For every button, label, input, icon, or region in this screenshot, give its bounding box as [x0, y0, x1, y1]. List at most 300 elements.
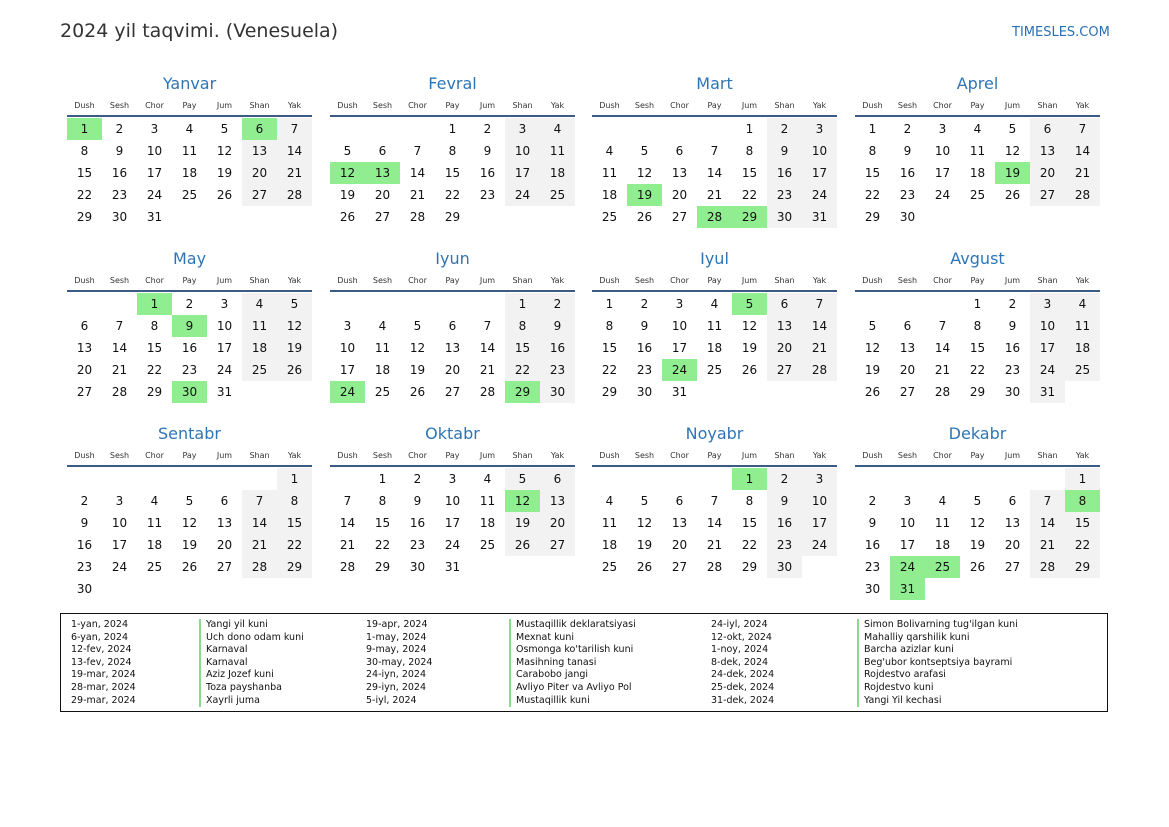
day-cell: 20 [374, 188, 391, 202]
day-cell: 29 [1065, 556, 1100, 578]
empty-cell [277, 578, 312, 600]
day-cell: 16 [111, 166, 128, 180]
day-cell: 4 [483, 472, 492, 486]
weekday-label: Sesh [897, 100, 918, 110]
empty-cell [855, 468, 890, 490]
day-cell: 13 [242, 140, 277, 162]
week-row [592, 206, 837, 228]
week-row [855, 293, 1100, 315]
day-cell: 12 [505, 490, 540, 512]
legend-date: 29-iyn, 2024 [366, 681, 427, 693]
legend-holiday-name: Osmonga ko'tarilish kuni [509, 644, 636, 657]
day-cell: 10 [216, 319, 233, 333]
day-cell: 16 [76, 538, 93, 552]
day-cell: 20 [76, 363, 93, 377]
day-cell: 8 [605, 319, 614, 333]
day-cell: 7 [710, 494, 719, 508]
day-cell: 14 [706, 166, 723, 180]
day-cell: 25 [242, 359, 277, 381]
week-row [330, 337, 575, 359]
day-cell: 21 [277, 162, 312, 184]
day-cell: 17 [505, 162, 540, 184]
day-cell: 30 [409, 560, 426, 574]
day-cell: 9 [640, 319, 649, 333]
week-row [592, 512, 837, 534]
empty-cell [662, 118, 697, 140]
empty-cell [67, 468, 102, 490]
day-cell: 2 [767, 118, 802, 140]
day-cell: 28 [111, 385, 128, 399]
day-cell: 15 [864, 166, 881, 180]
day-cell: 10 [505, 140, 540, 162]
day-cell: 10 [1030, 315, 1065, 337]
legend-holiday-name: Karnaval [199, 657, 304, 670]
weekday-header [855, 270, 1100, 292]
day-cell: 4 [378, 319, 387, 333]
day-cell: 11 [479, 494, 496, 508]
week-row [592, 140, 837, 162]
day-cell: 27 [76, 385, 93, 399]
week-row [855, 578, 1100, 600]
day-cell: 17 [111, 538, 128, 552]
day-cell: 28 [277, 184, 312, 206]
brand-link[interactable]: TIMESLES.COM [1012, 25, 1110, 40]
legend-holiday-name: Xayrli juma [199, 695, 304, 708]
week-row [67, 578, 312, 600]
day-cell: 27 [216, 560, 233, 574]
day-cell: 7 [277, 118, 312, 140]
weekday-label: Shan [774, 100, 795, 110]
month-name: Noyabr [685, 424, 744, 443]
day-cell: 6 [767, 293, 802, 315]
day-cell: 1 [378, 472, 387, 486]
day-cell: 17 [216, 341, 233, 355]
empty-cell [470, 206, 505, 228]
day-cell: 10 [146, 144, 163, 158]
day-cell: 12 [636, 166, 653, 180]
weekday-label: Dush [862, 275, 883, 285]
day-cell: 5 [868, 319, 877, 333]
day-cell: 30 [636, 385, 653, 399]
empty-cell [925, 293, 960, 315]
day-cell: 27 [671, 210, 688, 224]
empty-cell [1065, 206, 1100, 228]
empty-cell [207, 206, 242, 228]
legend-names-column-3 [857, 619, 1018, 707]
week-row [592, 162, 837, 184]
empty-cell [662, 468, 697, 490]
day-cell: 31 [216, 385, 233, 399]
day-cell: 15 [601, 341, 618, 355]
month-name: Sentabr [158, 424, 221, 443]
empty-cell [890, 468, 925, 490]
day-cell: 8 [1065, 490, 1100, 512]
day-cell: 7 [1030, 490, 1065, 512]
weekday-label: Sesh [109, 275, 130, 285]
weekday-label: Shan [774, 450, 795, 460]
week-row [330, 293, 575, 315]
weekday-label: Dush [74, 100, 95, 110]
day-cell: 23 [111, 188, 128, 202]
legend-holiday-name: Mahalliy qarshilik kuni [857, 632, 1018, 645]
day-cell: 13 [216, 516, 233, 530]
day-cell: 21 [1030, 534, 1065, 556]
month-name: Mart [696, 74, 733, 93]
week-row [67, 206, 312, 228]
day-cell: 31 [890, 578, 925, 600]
day-cell: 8 [80, 144, 89, 158]
day-cell: 18 [146, 538, 163, 552]
empty-cell [330, 118, 365, 140]
weekday-label: Sesh [109, 450, 130, 460]
day-cell: 29 [374, 560, 391, 574]
day-cell: 10 [671, 319, 688, 333]
weekday-label: Jum [741, 450, 758, 460]
day-cell: 21 [1065, 162, 1100, 184]
empty-cell [242, 206, 277, 228]
day-cell: 18 [1065, 337, 1100, 359]
day-cell: 23 [767, 534, 802, 556]
month-yanvar [67, 73, 312, 228]
day-cell: 10 [899, 516, 916, 530]
week-row [330, 556, 575, 578]
day-cell: 19 [995, 162, 1030, 184]
day-cell: 26 [636, 210, 653, 224]
empty-cell [767, 381, 802, 403]
day-cell: 2 [640, 297, 649, 311]
day-cell: 30 [172, 381, 207, 403]
weekday-label: Chor [933, 100, 952, 110]
empty-cell [330, 468, 365, 490]
empty-cell [855, 293, 890, 315]
day-cell: 6 [903, 319, 912, 333]
empty-cell [697, 381, 732, 403]
weekday-header [67, 445, 312, 467]
empty-cell [172, 468, 207, 490]
weekday-label: Dush [599, 275, 620, 285]
day-cell: 13 [767, 315, 802, 337]
day-cell: 26 [216, 188, 233, 202]
day-cell: 20 [242, 162, 277, 184]
week-row [855, 512, 1100, 534]
legend-holiday-name: Masihning tanasi [509, 657, 636, 670]
day-cell: 4 [710, 297, 719, 311]
weekday-label: Jum [479, 100, 496, 110]
day-cell: 10 [934, 144, 951, 158]
day-cell: 2 [868, 494, 877, 508]
day-cell: 27 [1004, 560, 1021, 574]
day-cell: 6 [1008, 494, 1017, 508]
weekday-label: Pay [707, 450, 722, 460]
day-cell: 13 [1004, 516, 1021, 530]
day-cell: 24 [146, 188, 163, 202]
day-cell: 7 [938, 319, 947, 333]
day-cell: 21 [339, 538, 356, 552]
day-cell: 24 [662, 359, 697, 381]
day-cell: 17 [802, 512, 837, 534]
day-cell: 22 [277, 534, 312, 556]
month-sentabr [67, 423, 312, 600]
legend-date: 12-okt, 2024 [711, 631, 772, 643]
day-cell: 23 [899, 188, 916, 202]
day-cell: 2 [1008, 297, 1017, 311]
empty-cell [627, 118, 662, 140]
weekday-label: Jum [741, 275, 758, 285]
empty-cell [400, 293, 435, 315]
weekday-label: Chor [145, 100, 164, 110]
empty-cell [365, 293, 400, 315]
weekday-label: Shan [249, 100, 270, 110]
week-row [592, 337, 837, 359]
day-cell: 1 [745, 122, 754, 136]
day-cell: 22 [76, 188, 93, 202]
weekday-header [592, 445, 837, 467]
day-cell: 20 [899, 363, 916, 377]
legend-date: 1-may, 2024 [366, 631, 427, 643]
legend-holiday-name: Mustaqillik deklaratsiyasi [509, 619, 636, 632]
day-cell: 19 [409, 363, 426, 377]
day-cell: 25 [925, 556, 960, 578]
day-cell: 20 [1004, 538, 1021, 552]
day-cell: 21 [409, 188, 426, 202]
week-row [855, 315, 1100, 337]
day-cell: 27 [1030, 184, 1065, 206]
day-cell: 14 [479, 341, 496, 355]
week-row [330, 184, 575, 206]
day-cell: 22 [505, 359, 540, 381]
weekday-label: Jum [741, 100, 758, 110]
day-cell: 16 [767, 512, 802, 534]
day-cell: 15 [505, 337, 540, 359]
day-cell: 11 [181, 144, 198, 158]
day-cell: 6 [220, 494, 229, 508]
day-cell: 22 [741, 188, 758, 202]
day-cell: 8 [150, 319, 159, 333]
weekday-label: Dush [337, 275, 358, 285]
week-row [330, 315, 575, 337]
legend-dates-column-3 [711, 619, 774, 707]
legend-names-column-2 [509, 619, 636, 707]
empty-cell [172, 206, 207, 228]
empty-cell [365, 118, 400, 140]
week-row [855, 534, 1100, 556]
day-cell: 28 [409, 210, 426, 224]
weekday-label: Chor [145, 450, 164, 460]
empty-cell [540, 206, 575, 228]
day-cell: 3 [220, 297, 229, 311]
day-cell: 13 [899, 341, 916, 355]
day-cell: 20 [767, 337, 802, 359]
day-cell: 27 [899, 385, 916, 399]
day-cell: 20 [540, 512, 575, 534]
day-cell: 31 [146, 210, 163, 224]
day-cell: 8 [277, 490, 312, 512]
week-row [67, 315, 312, 337]
day-cell: 28 [1030, 556, 1065, 578]
day-cell: 3 [505, 118, 540, 140]
weekday-label: Yak [1075, 275, 1090, 285]
day-cell: 25 [1065, 359, 1100, 381]
day-cell: 24 [216, 363, 233, 377]
day-cell: 26 [339, 210, 356, 224]
week-row [67, 118, 312, 140]
legend-date: 8-dek, 2024 [711, 656, 769, 668]
day-cell: 18 [242, 337, 277, 359]
day-cell: 3 [1030, 293, 1065, 315]
day-cell: 24 [505, 184, 540, 206]
empty-cell [242, 468, 277, 490]
empty-cell [1065, 381, 1100, 403]
day-cell: 6 [242, 118, 277, 140]
day-cell: 17 [934, 166, 951, 180]
day-cell: 9 [903, 144, 912, 158]
day-cell: 2 [185, 297, 194, 311]
day-cell: 29 [444, 210, 461, 224]
day-cell: 10 [444, 494, 461, 508]
day-cell: 29 [601, 385, 618, 399]
month-fevral [330, 73, 575, 228]
day-cell: 9 [767, 140, 802, 162]
day-cell: 1 [1065, 468, 1100, 490]
day-cell: 23 [767, 184, 802, 206]
empty-cell [697, 468, 732, 490]
legend-holiday-name: Rojdestvo kuni [857, 682, 1018, 695]
week-row [855, 184, 1100, 206]
holiday-legend [60, 613, 1108, 712]
month-iyul [592, 248, 837, 403]
legend-dates-column-1 [71, 619, 136, 707]
day-cell: 7 [710, 144, 719, 158]
day-cell: 15 [741, 516, 758, 530]
weekday-label: Yak [1075, 450, 1090, 460]
day-cell: 15 [1065, 512, 1100, 534]
day-cell: 3 [675, 297, 684, 311]
week-row [67, 556, 312, 578]
day-cell: 24 [1030, 359, 1065, 381]
week-row [330, 140, 575, 162]
weekday-label: Yak [812, 275, 827, 285]
day-cell: 30 [864, 582, 881, 596]
empty-cell [1065, 578, 1100, 600]
week-row [67, 512, 312, 534]
weekday-header [330, 270, 575, 292]
legend-date: 31-dek, 2024 [711, 694, 775, 706]
day-cell: 21 [934, 363, 951, 377]
day-cell: 5 [1008, 122, 1017, 136]
day-cell: 24 [802, 184, 837, 206]
weekday-label: Dush [862, 450, 883, 460]
day-cell: 13 [540, 490, 575, 512]
day-cell: 11 [146, 516, 163, 530]
week-row [67, 359, 312, 381]
day-cell: 25 [601, 210, 618, 224]
day-cell: 30 [767, 556, 802, 578]
day-cell: 14 [934, 341, 951, 355]
month-name: Yanvar [162, 74, 217, 93]
day-cell: 14 [111, 341, 128, 355]
day-cell: 1 [448, 122, 457, 136]
day-cell: 28 [706, 560, 723, 574]
day-cell: 22 [444, 188, 461, 202]
day-cell: 2 [80, 494, 89, 508]
week-row [330, 468, 575, 490]
weekday-label: Sesh [634, 450, 655, 460]
weekday-header [855, 95, 1100, 117]
day-cell: 31 [671, 385, 688, 399]
week-row [330, 490, 575, 512]
day-cell: 11 [706, 319, 723, 333]
day-cell: 22 [864, 188, 881, 202]
day-cell: 5 [277, 293, 312, 315]
day-cell: 13 [671, 166, 688, 180]
empty-cell [540, 556, 575, 578]
legend-date: 29-mar, 2024 [71, 694, 136, 706]
day-cell: 13 [444, 341, 461, 355]
day-cell: 29 [741, 560, 758, 574]
legend-holiday-name: Toza payshanba [199, 682, 304, 695]
day-cell: 8 [745, 494, 754, 508]
empty-cell [470, 293, 505, 315]
day-cell: 12 [1004, 144, 1021, 158]
weekday-label: Chor [933, 450, 952, 460]
day-cell: 6 [448, 319, 457, 333]
day-cell: 26 [505, 534, 540, 556]
month-mart [592, 73, 837, 228]
day-cell: 9 [172, 315, 207, 337]
weekday-label: Chor [670, 100, 689, 110]
week-row [855, 337, 1100, 359]
day-cell: 2 [413, 472, 422, 486]
day-cell: 19 [636, 538, 653, 552]
day-cell: 25 [479, 538, 496, 552]
day-cell: 25 [146, 560, 163, 574]
day-cell: 18 [969, 166, 986, 180]
day-cell: 27 [540, 534, 575, 556]
weekday-header [330, 445, 575, 467]
day-cell: 17 [1030, 337, 1065, 359]
month-oktabr [330, 423, 575, 578]
day-cell: 25 [374, 385, 391, 399]
weekday-label: Yak [287, 450, 302, 460]
legend-date: 24-dek, 2024 [711, 669, 775, 681]
day-cell: 14 [277, 140, 312, 162]
weekday-header [592, 95, 837, 117]
month-may [67, 248, 312, 403]
day-cell: 4 [605, 494, 614, 508]
legend-date: 12-fev, 2024 [71, 644, 132, 656]
weekday-label: Shan [1037, 100, 1058, 110]
day-cell: 19 [864, 363, 881, 377]
day-cell: 26 [277, 359, 312, 381]
day-cell: 9 [767, 490, 802, 512]
week-row [855, 140, 1100, 162]
day-cell: 26 [409, 385, 426, 399]
legend-holiday-name: Barcha azizlar kuni [857, 644, 1018, 657]
day-cell: 22 [969, 363, 986, 377]
day-cell: 11 [374, 341, 391, 355]
weekday-label: Shan [512, 100, 533, 110]
weekday-label: Pay [970, 100, 985, 110]
weekday-label: Shan [1037, 275, 1058, 285]
weekday-label: Jum [216, 100, 233, 110]
day-cell: 9 [80, 516, 89, 530]
day-cell: 3 [802, 118, 837, 140]
day-cell: 1 [868, 122, 877, 136]
day-cell: 26 [864, 385, 881, 399]
empty-cell [1030, 578, 1065, 600]
weekday-label: Dush [599, 100, 620, 110]
week-row [855, 381, 1100, 403]
